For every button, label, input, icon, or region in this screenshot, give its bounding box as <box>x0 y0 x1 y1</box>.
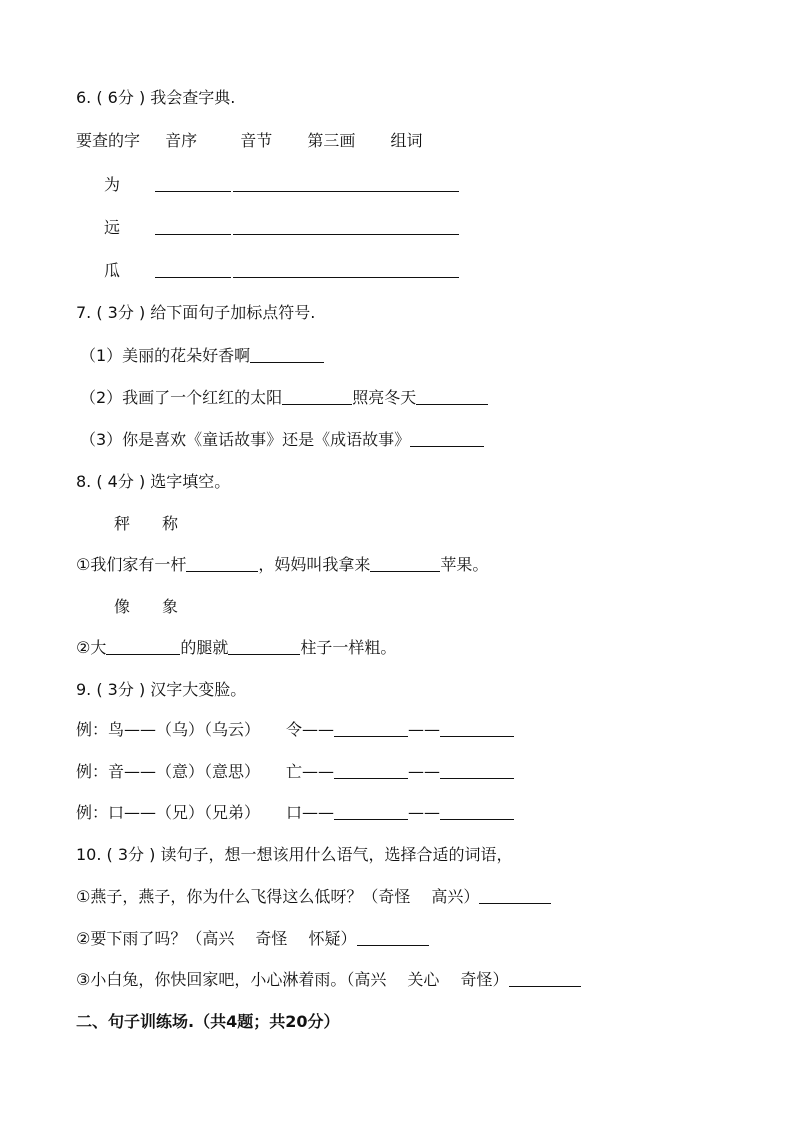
answer-blank[interactable] <box>440 762 514 779</box>
q8-text: ②大 <box>76 638 107 657</box>
q9-row-1 <box>76 720 514 740</box>
q10-item-2 <box>76 929 429 949</box>
q7-item-1 <box>80 346 324 366</box>
q8-choice-pair-2: 像 象 <box>114 597 179 616</box>
q6-header-initial: 音序 <box>165 131 198 150</box>
answer-blank[interactable] <box>334 720 408 737</box>
answer-blank[interactable] <box>334 803 408 820</box>
q6-header-char: 要查的字 <box>76 131 141 150</box>
q8-title: 8. ( 4分 ) 选字填空。 <box>76 472 231 491</box>
q6-row-yuan <box>104 218 459 238</box>
answer-blank[interactable] <box>186 555 258 572</box>
q6-row-wei <box>104 175 459 195</box>
answer-blank[interactable] <box>155 218 231 235</box>
q9-example: 例：鸟——（乌）（乌云） <box>76 720 261 739</box>
q8-text: 的腿就 <box>180 638 229 657</box>
answer-blank[interactable] <box>370 555 440 572</box>
section-heading: 二、句子训练场.（共4题；共20分） <box>76 1012 340 1031</box>
answer-blank[interactable] <box>250 346 324 363</box>
q9-prompt: 令—— <box>286 720 335 739</box>
q9-dash: —— <box>408 762 441 781</box>
q8-text: 柱子一样粗。 <box>300 638 397 657</box>
answer-blank[interactable] <box>282 388 352 405</box>
answer-blank[interactable] <box>228 638 300 655</box>
q10-item-text: ③小白兔，你快回家吧，小心淋着雨。（高兴 关心 奇怪） <box>76 970 509 989</box>
q10-item-3 <box>76 970 581 990</box>
q9-prompt: 口—— <box>286 803 335 822</box>
q7-item-2 <box>80 388 488 408</box>
answer-blank[interactable] <box>233 175 459 192</box>
q7-item-3 <box>80 430 484 450</box>
answer-blank[interactable] <box>106 638 180 655</box>
q9-dash: —— <box>408 803 441 822</box>
answer-blank[interactable] <box>334 762 408 779</box>
q6-char: 瓜 <box>104 261 121 280</box>
answer-blank[interactable] <box>479 887 551 904</box>
q6-header-syllable: 音节 <box>240 131 273 150</box>
q9-example: 例：音——（意）（意思） <box>76 762 261 781</box>
q6-header-third-stroke: 第三画 <box>307 131 356 150</box>
q6-header-word: 组词 <box>390 131 423 150</box>
q9-row-3 <box>76 803 514 823</box>
q6-title: 6. ( 6分 ) 我会查字典. <box>76 88 236 107</box>
q9-prompt: 亡—— <box>286 762 335 781</box>
answer-blank[interactable] <box>233 218 459 235</box>
q7-item-text: 照亮冬天 <box>352 388 417 407</box>
q10-item-text: ②要下雨了吗？（高兴 奇怪 怀疑） <box>76 929 357 948</box>
answer-blank[interactable] <box>440 720 514 737</box>
q8-text: 苹果。 <box>440 555 489 574</box>
answer-blank[interactable] <box>357 929 429 946</box>
answer-blank[interactable] <box>155 261 231 278</box>
q8-choice-pair-1: 秤 称 <box>114 514 179 533</box>
answer-blank[interactable] <box>233 261 459 278</box>
q9-example: 例：口——（兄）（兄弟） <box>76 803 261 822</box>
q6-char: 远 <box>104 218 121 237</box>
answer-blank[interactable] <box>410 430 484 447</box>
q6-char: 为 <box>104 175 121 194</box>
q6-row-gua <box>104 261 459 281</box>
q10-title: 10. ( 3分 ) 读句子，想一想该用什么语气，选择合适的词语， <box>76 845 513 864</box>
q6-header-row <box>76 131 422 151</box>
q9-dash: —— <box>408 720 441 739</box>
q10-item-text: ①燕子，燕子，你为什么飞得这么低呀？（奇怪 高兴） <box>76 887 480 906</box>
q8-text: ，妈妈叫我拿来 <box>258 555 371 574</box>
q10-item-1 <box>76 887 551 907</box>
q7-title: 7. ( 3分 ) 给下面句子加标点符号. <box>76 303 316 322</box>
answer-blank[interactable] <box>440 803 514 820</box>
answer-blank[interactable] <box>416 388 488 405</box>
q9-title: 9. ( 3分 ) 汉字大变脸。 <box>76 680 247 699</box>
q8-sentence-2 <box>76 638 396 658</box>
q8-sentence-1 <box>76 555 488 575</box>
q7-item-text: （3）你是喜欢《童话故事》还是《成语故事》 <box>80 430 411 449</box>
q9-row-2 <box>76 762 514 782</box>
q7-item-text: （2）我画了一个红红的太阳 <box>80 388 283 407</box>
answer-blank[interactable] <box>155 175 231 192</box>
q7-item-text: （1）美丽的花朵好香啊 <box>80 346 251 365</box>
q8-text: ①我们家有一杆 <box>76 555 187 574</box>
answer-blank[interactable] <box>509 970 581 987</box>
